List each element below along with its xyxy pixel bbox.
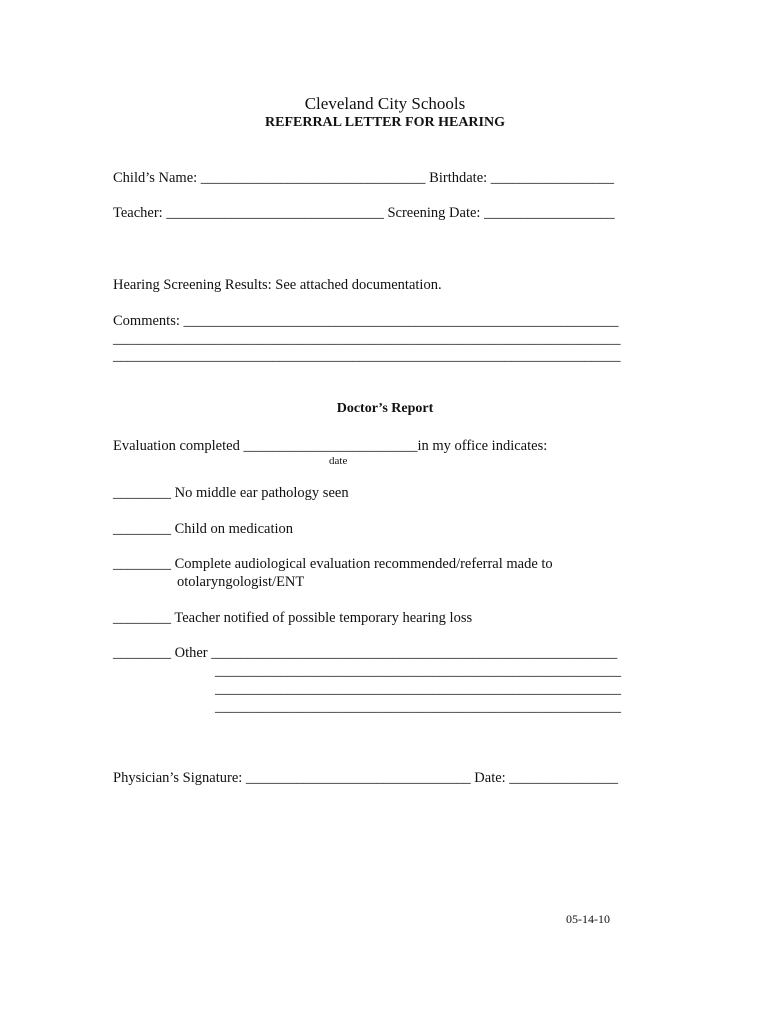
screening-results-text: Hearing Screening Results: See attached documentation.	[113, 277, 442, 293]
checklist-item-other[interactable]: ________ Other ________________________________________________________	[113, 645, 618, 661]
child-name-field[interactable]: Child’s Name: _______________________________ Birthdate: _________________	[113, 170, 615, 186]
checklist-item-audiological[interactable]: ________ Complete audiological evaluation recommended/referral made to	[113, 556, 553, 572]
date-caption: date	[329, 455, 348, 467]
document-title: Cleveland City Schools	[304, 94, 466, 113]
document-subtitle: REFERRAL LETTER FOR HEARING	[265, 115, 505, 130]
form-revision-date: 05-14-10	[566, 912, 610, 926]
comments-line-3[interactable]: ______________________________________________________________________	[113, 348, 621, 364]
checklist-item-no-pathology[interactable]: ________ No middle ear pathology seen	[113, 485, 349, 501]
checklist-item-teacher-notified[interactable]: ________ Teacher notified of possible temporary hearing loss	[113, 610, 473, 626]
physician-signature-field[interactable]: Physician’s Signature: _______________________________ Date: _______________	[113, 770, 619, 786]
other-line-2[interactable]: ________________________________________________________	[215, 663, 621, 679]
comments-field[interactable]: Comments: ____________________________________________________________	[113, 313, 619, 329]
comments-line-2[interactable]: ______________________________________________________________________	[113, 331, 621, 347]
other-line-3[interactable]: ________________________________________________________	[215, 681, 621, 697]
other-line-4[interactable]: ________________________________________________________	[215, 699, 621, 715]
checklist-item-medication[interactable]: ________ Child on medication	[113, 521, 294, 537]
teacher-field[interactable]: Teacher: ______________________________ Screening Date: __________________	[113, 205, 615, 221]
evaluation-completed-field[interactable]: Evaluation completed ________________________in my office indicates:	[113, 438, 548, 454]
doctor-report-heading: Doctor’s Report	[336, 401, 434, 416]
checklist-item-audiological-cont: otolaryngologist/ENT	[177, 574, 305, 590]
